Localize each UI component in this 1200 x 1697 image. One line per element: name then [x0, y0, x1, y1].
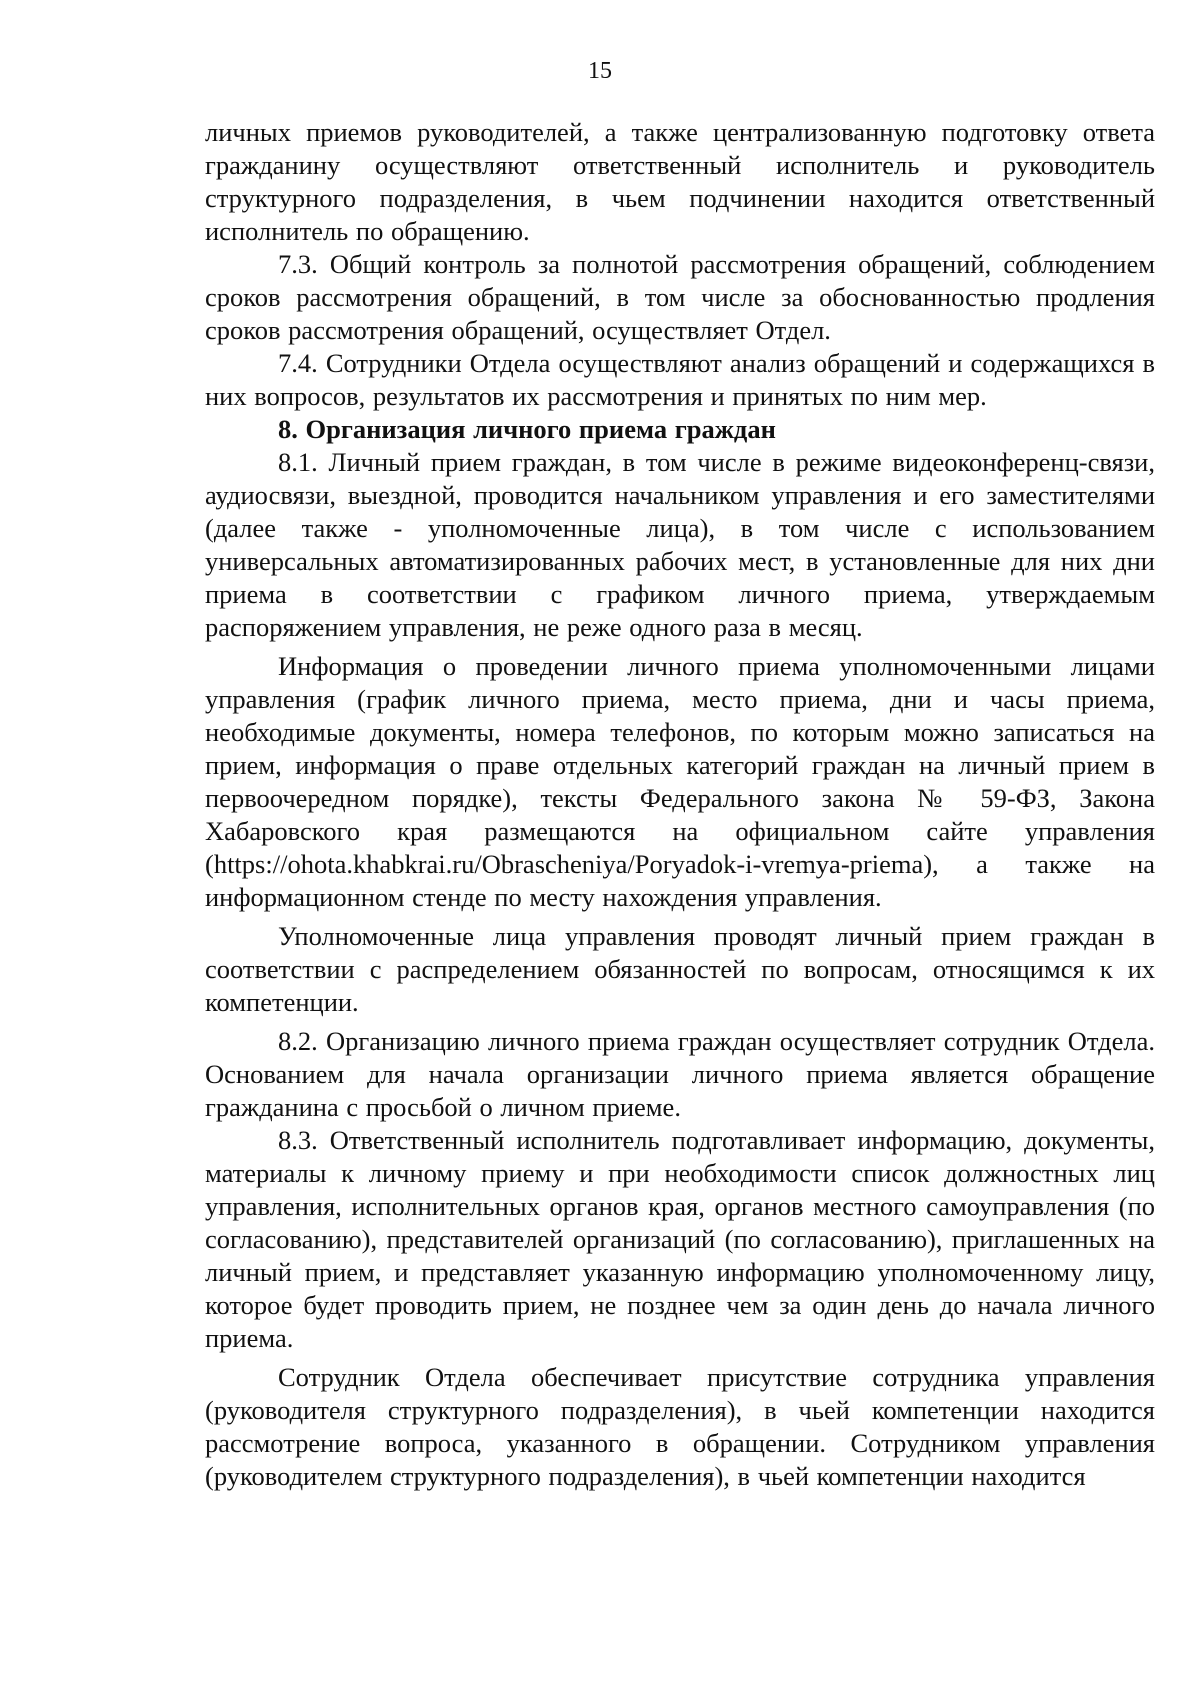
- paragraph-authorized-persons: Уполномоченные лица управления проводят личный прием граждан в соответствии с распределением обязанностей по вопросам, относящимся к их компетенции.: [205, 921, 1155, 1017]
- paragraph-8-1: 8.1. Личный прием граждан, в том числе в режиме видеоконференц-связи, аудиосвязи, выездной, проводится начальником управления и его заместителями (далее также - уполномоченные лица), в том числе с использованием универсальных автоматизированных рабочих мест, в установленные для них дни приема в соответствии с графиком личного приема, утверждаемым распоряжением управления, не реже одного раза в месяц.: [205, 447, 1155, 642]
- document-body: [205, 116, 1155, 1493]
- paragraph-department-employee: Сотрудник Отдела обеспечивает присутствие сотрудника управления (руководителя структурного подразделения), в чьей компетенции находится рассмотрение вопроса, указанного в обращении. Сотрудником управления (руководителем структурного подразделения), в чьей компетенции находится: [205, 1362, 1155, 1491]
- paragraph-7-2-continuation: личных приемов руководителей, а также централизованную подготовку ответа гражданину осуществляют ответственный исполнитель и руководитель структурного подразделения, в чьем подчинении находится ответственный исполнитель по обращению.: [205, 117, 1155, 246]
- paragraph-info-personal-reception: Информация о проведении личного приема уполномоченными лицами управления (график личного приема, место приема, дни и часы приема, необходимые документы, номера телефонов, по которым можно записаться на прием, информация о праве отдельных категорий граждан на личный прием в первоочередном порядке), тексты Федерального закона № 59-ФЗ, Закона Хабаровского края размещаются на официальном сайте управления (https://ohota.khabkrai.ru/Obrascheniya/Poryadok-i-vremya-priema), а также на информационном стенде по месту нахождения управления.: [205, 651, 1155, 912]
- paragraph-8-3: 8.3. Ответственный исполнитель подготавливает информацию, документы, материалы к личному приему и при необходимости список должностных лиц управления, исполнительных органов края, органов местного самоуправления (по согласованию), представителей организаций (по согласованию), приглашенных на личный прием, и представляет указанную информацию уполномоченному лицу, которое будет проводить прием, не позднее чем за один день до начала личного приема.: [205, 1125, 1155, 1353]
- paragraph-8-2: 8.2. Организацию личного приема граждан осуществляет сотрудник Отдела. Основанием для начала организации личного приема является обращение гражданина с просьбой о личном приеме.: [205, 1026, 1155, 1122]
- page-number: 15: [588, 58, 612, 84]
- paragraph-7-3: 7.3. Общий контроль за полнотой рассмотрения обращений, соблюдением сроков рассмотрения обращений, в том числе за обоснованностью продления сроков рассмотрения обращений, осуществляет Отдел.: [205, 249, 1155, 345]
- paragraph-7-4: 7.4. Сотрудники Отдела осуществляют анализ обращений и содержащихся в них вопросов, результатов их рассмотрения и принятых по ним мер.: [205, 348, 1155, 411]
- section-8-heading: 8. Организация личного приема граждан: [278, 414, 776, 444]
